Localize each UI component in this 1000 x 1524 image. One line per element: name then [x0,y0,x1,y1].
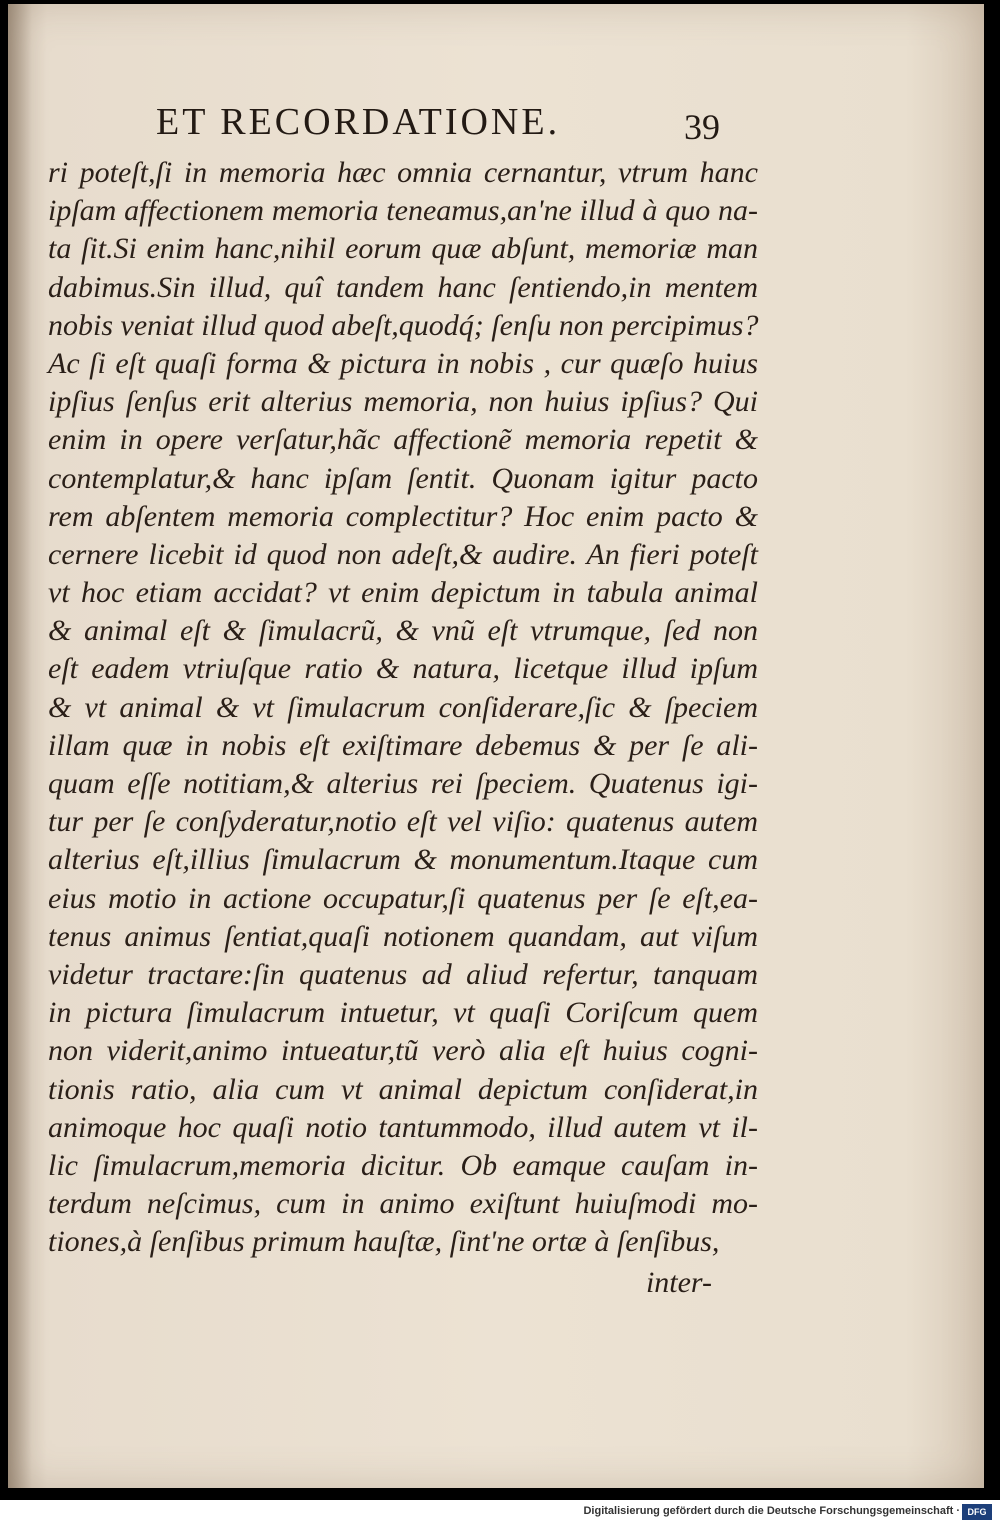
text-line: ipſius ſenſus erit alterius memoria, non huius ipſius? Qui [48,385,758,419]
text-line: tiones,à ſenſibus primum hauſtæ, ſint'ne ortæ à ſenſibus, [48,1225,720,1259]
text-line: ipſam affectionem memoria teneamus,an'ne illud à quo na- [48,194,758,228]
text-line: terdum neſcimus, cum in animo exiſtunt huiuſmodi mo- [48,1187,758,1221]
catchword: inter- [645,1266,712,1299]
text-line: eius motio in actione occupatur,ſi quatenus per ſe eſt,ea- [48,881,758,915]
text-line: & vt animal & vt ſimulacrum conſiderare,ſic & ſpeciem [48,690,758,724]
text-line: vt hoc etiam accidat? vt enim depictum in tabula animal [48,576,758,610]
text-line: quam eſſe notitiam,& alterius rei ſpeciem. Quatenus igi- [48,767,758,800]
text-line: tur per ſe conſyderatur,notio eſt vel viſio: quatenus autem [48,805,758,839]
text-line: cernere licebit id quod non adeſt,& audire. An fieri poteſt [48,537,758,571]
text-line: videtur tractare:ſin quatenus ad aliud refertur, tanquam [48,957,758,991]
text-line: animoque hoc quaſi notio tantummodo, illud autem vt il- [48,1110,758,1144]
running-head-title: ET RECORDATIONE. [156,101,561,143]
text-line: nobis veniat illud quod abeſt,quodq́; ſenſu non percipimus? [48,308,759,342]
text-line: dabimus.Sin illud, quî tandem hanc ſentiendo,in mentem [48,270,758,304]
footer-bar [0,1500,1000,1524]
text-line: rem abſentem memoria complectitur? Hoc enim pacto & [48,499,758,533]
body-text [48,154,758,1261]
text-line: Ac ſi eſt quaſi forma & pictura in nobis , cur quæſo huius [48,346,758,380]
text-line: non viderit,animo intueatur,tũ verò alia eſt huius cogni- [48,1034,758,1068]
text-line: in pictura ſimulacrum intuetur, vt quaſi Coriſcum quem [48,996,758,1030]
text-line: tenus animus ſentiat,quaſi notionem quandam, aut viſum [48,919,758,953]
text-line: tionis ratio, alia cum vt animal depictum conſiderat,in [48,1072,758,1106]
funding-credit: Digitalisierung gefördert durch die Deutsche Forschungsgemeinschaft · [583,1505,960,1517]
running-head [148,100,748,152]
text-line: illam quæ in nobis eſt exiſtimare debemus & per ſe ali- [48,728,758,762]
dfg-logo: DFG [962,1504,992,1520]
text-line: ri poteſt,ſi in memoria hæc omnia cernantur, vtrum hanc [48,156,758,189]
text-line: lic ſimulacrum,memoria dicitur. Ob eamque cauſam in- [48,1148,758,1182]
text-line: & animal eſt & ſimulacrũ, & vnũ eſt vtrumque, ſed non [48,614,758,648]
gutter-shadow [8,4,32,1488]
text-line: alterius eſt,illius ſimulacrum & monumentum.Itaque cum [48,843,758,877]
text-line: contemplatur,& hanc ipſam ſentit. Quonam igitur pacto [48,461,758,495]
book-page [8,4,984,1488]
text-line: enim in opere verſatur,hãc affectionẽ memoria repetit & [48,423,758,457]
text-line: ta ſit.Si enim hanc,nihil eorum quæ abſunt, memoriæ man [48,232,758,266]
page-number: 39 [684,107,720,147]
text-line: eſt eadem vtriuſque ratio & natura, licetque illud ipſum [48,652,758,686]
